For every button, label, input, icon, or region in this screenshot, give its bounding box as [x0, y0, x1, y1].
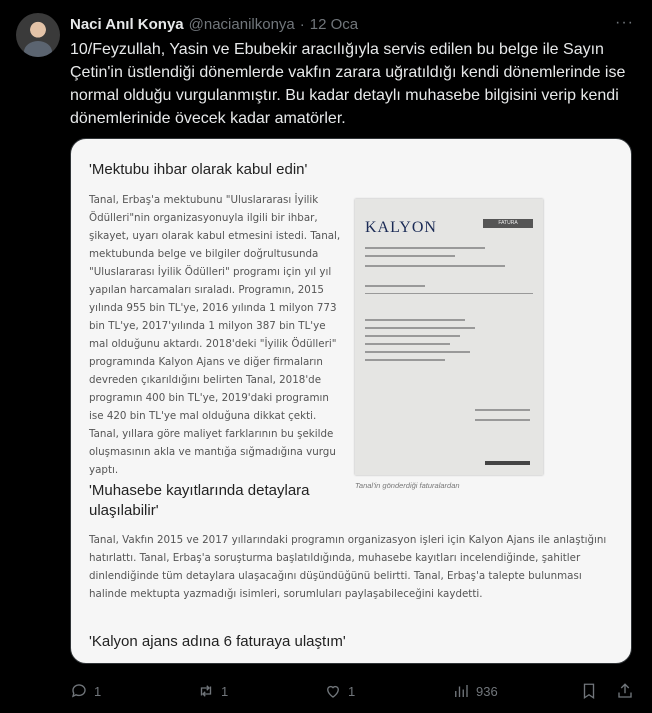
- invoice-line: [485, 461, 530, 465]
- views-icon: [452, 682, 470, 700]
- tweet-header: [70, 14, 636, 34]
- media-heading-3: 'Kalyon ajans adına 6 faturaya ulaştım': [89, 633, 346, 650]
- repost-icon: [197, 682, 215, 700]
- separator-dot: ·: [299, 15, 305, 33]
- invoice-line: [365, 351, 470, 353]
- invoice-line: [365, 335, 460, 337]
- repost-count: 1: [221, 683, 229, 699]
- media-paragraph-2: Tanal, Vakfın 2015 ve 2017 yıllarındaki programın organizasyon işleri için Kalyon Ajans ile anlaştığını hatırlattı. Tanal, Erbaş'a soruşturma başlatıldığında, muhasebe kayıtları incelendiğinde, şahitler dinlendiğinde tüm detaylara ulaşacağını düşündüğünü belirtti. Tanal, Erbaş'a talepte bulunması halinde mektupta yazmadığı isimleri, sorumluları paylaşabileceğini kaydetti.: [89, 534, 607, 600]
- invoice-image: [355, 199, 543, 475]
- tweet-date[interactable]: 12 Oca: [309, 15, 359, 33]
- tweet-media-image[interactable]: [70, 138, 632, 664]
- invoice-label: FATURA: [483, 219, 533, 228]
- tweet-actions: [70, 680, 640, 702]
- invoice-line: [475, 409, 530, 411]
- media-heading-2: 'Muhasebe kayıtlarında detaylara ulaşılabilir': [89, 482, 310, 519]
- author-name[interactable]: Naci Anıl Konya: [70, 15, 184, 33]
- invoice-line: [365, 343, 450, 345]
- share-button[interactable]: [616, 680, 634, 702]
- invoice-line: [365, 327, 475, 329]
- heart-icon: [324, 682, 342, 700]
- tweet-text: 10/Feyzullah, Yasin ve Ebubekir aracılığıyla servis edilen bu belge ile Sayın Çetin'in üstlendiği dönemlerde vakfın zarara uğratıldığı kendi dönemlerinde ise normal olduğu vurgulanmıştır. Bu kadar detaylı muhasebe bilgisini verip kendi dönemlerinide övecek kadar amatörler.: [70, 41, 626, 127]
- avatar[interactable]: [16, 13, 60, 57]
- invoice-line: [365, 359, 445, 361]
- like-count: 1: [348, 683, 356, 699]
- views-button[interactable]: [452, 680, 498, 702]
- invoice-line: [475, 419, 530, 421]
- invoice-caption: Tanal'in gönderdiği faturalardan: [355, 481, 460, 490]
- invoice-line: [365, 247, 485, 249]
- reply-count: 1: [94, 683, 102, 699]
- invoice-line: [365, 319, 465, 321]
- invoice-line: [365, 293, 533, 294]
- media-heading-1: 'Mektubu ihbar olarak kabul edin': [89, 161, 308, 178]
- like-button[interactable]: [324, 680, 355, 702]
- share-icon: [616, 682, 634, 700]
- author-handle[interactable]: @nacianilkonya: [188, 15, 295, 33]
- invoice-line: [365, 265, 505, 267]
- bookmark-button[interactable]: [580, 680, 598, 702]
- more-options-icon[interactable]: ···: [615, 14, 634, 31]
- invoice-line: [365, 285, 425, 287]
- views-count: 936: [476, 683, 498, 699]
- repost-button[interactable]: [197, 680, 228, 702]
- bookmark-icon: [580, 682, 598, 700]
- invoice-logo: KALYON: [365, 219, 437, 236]
- media-paragraph-1: Tanal, Erbaş'a mektubunu "Uluslararası İyilik Ödülleri"nin organizasyonuyla ilgili bir ihbar, şikayet, uyarı olarak kabul etmesini istedi. Tanal, mektubunda belge ve bilgiler doğrultusunda "Uluslararası İyilik Ödülleri" programı için yıl yıl yapılan harcamaları sıraladı. Programın, 2015 yılında 955 bin TL'ye, 2016 yılında 1 milyon 773 bin TL'ye, 2017'yılında 1 milyon 387 bin TL'ye mal olduğunu aktardı. 2018'deki "İyilik Ödülleri" programında Kalyon Ajans ve diğer firmaların devreden çıkarıldığını belirten Tanal, 2018'de programın 400 bin TL'ye, 2019'daki programın ise 420 bin TL'ye mal olduğuna dikkat çekti. Tanal, yıllara göre maliyet farklarının bu şekilde oluşmasının akla ve mantığa sığmadığına vurgu yaptı.: [89, 194, 341, 476]
- reply-button[interactable]: [70, 680, 101, 702]
- reply-icon: [70, 682, 88, 700]
- invoice-line: [365, 255, 455, 257]
